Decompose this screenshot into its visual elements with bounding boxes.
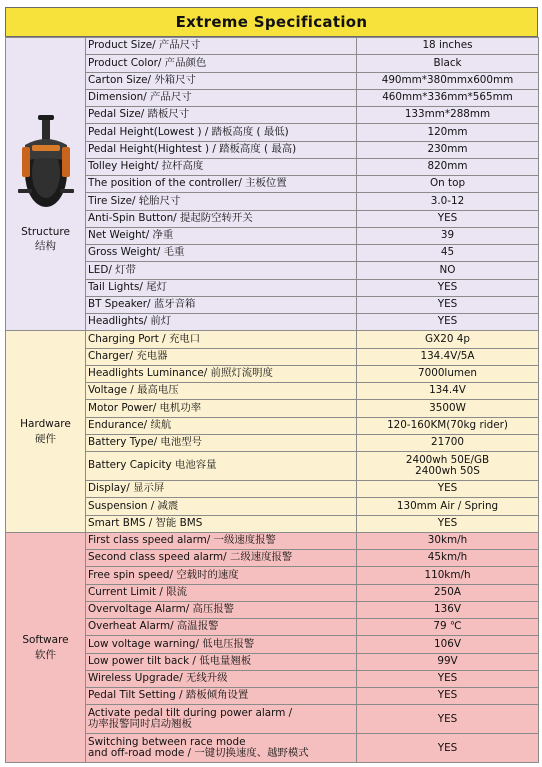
spec-value: YES bbox=[357, 314, 539, 331]
spec-value: 460mm*336mm*565mm bbox=[357, 89, 539, 106]
spec-value: 110km/h bbox=[357, 567, 539, 584]
spec-value: 136V bbox=[357, 601, 539, 618]
spec-value: 134.4V bbox=[357, 383, 539, 400]
spec-value: YES bbox=[357, 515, 539, 532]
spec-value: YES bbox=[357, 670, 539, 687]
spec-table bbox=[5, 37, 539, 763]
spec-value: 30km/h bbox=[357, 532, 539, 549]
spec-label: Headlights/ 前灯 bbox=[86, 314, 357, 331]
spec-row bbox=[6, 193, 539, 210]
spec-label: Gross Weight/ 毛重 bbox=[86, 245, 357, 262]
spec-value: 79 ℃ bbox=[357, 619, 539, 636]
spec-label: Second class speed alarm/ 二级速度报警 bbox=[86, 550, 357, 567]
spec-label: Overvoltage Alarm/ 高压报警 bbox=[86, 601, 357, 618]
spec-label: Headlights Luminance/ 前照灯流明度 bbox=[86, 365, 357, 382]
spec-row bbox=[6, 619, 539, 636]
spec-row bbox=[6, 383, 539, 400]
spec-row bbox=[6, 705, 539, 734]
spec-label: Overheat Alarm/ 高温报警 bbox=[86, 619, 357, 636]
spec-value: GX20 4p bbox=[357, 331, 539, 348]
spec-row bbox=[6, 279, 539, 296]
spec-label: First class speed alarm/ 一级速度报警 bbox=[86, 532, 357, 549]
spec-label: Pedal Height(Lowest ) / 踏板高度 ( 最低) bbox=[86, 124, 357, 141]
spec-row bbox=[6, 601, 539, 618]
spec-row bbox=[6, 124, 539, 141]
spec-row bbox=[6, 400, 539, 417]
spec-label: Battery Capicity 电池容量 bbox=[86, 452, 357, 481]
spec-value: YES bbox=[357, 481, 539, 498]
spec-label: BT Speaker/ 蓝牙音箱 bbox=[86, 296, 357, 313]
spec-value bbox=[357, 452, 539, 481]
spec-row bbox=[6, 210, 539, 227]
software-category-cell bbox=[6, 532, 86, 763]
spec-row bbox=[6, 89, 539, 106]
spec-label: Product Color/ 产品颜色 bbox=[86, 55, 357, 72]
spec-value: YES bbox=[357, 705, 539, 734]
hardware-category-cell bbox=[6, 331, 86, 533]
spec-label: Anti-Spin Button/ 提起防空转开关 bbox=[86, 210, 357, 227]
spec-value-line: 2400wh 50S bbox=[415, 465, 480, 477]
spec-label: Free spin speed/ 空载时的速度 bbox=[86, 567, 357, 584]
spec-row bbox=[6, 515, 539, 532]
hardware-category-label-cn: 硬件 bbox=[35, 432, 56, 445]
spec-row bbox=[6, 158, 539, 175]
spec-value: 99V bbox=[357, 653, 539, 670]
spec-label: Pedal Size/ 踏板尺寸 bbox=[86, 107, 357, 124]
spec-row bbox=[6, 670, 539, 687]
spec-label: Display/ 显示屏 bbox=[86, 481, 357, 498]
spec-row bbox=[6, 141, 539, 158]
spec-label-line: Activate pedal tilt during power alarm / bbox=[88, 706, 293, 719]
software-category-label: Software bbox=[22, 634, 69, 647]
spec-row bbox=[6, 296, 539, 313]
spec-label: Wireless Upgrade/ 无线升级 bbox=[86, 670, 357, 687]
spec-row bbox=[6, 481, 539, 498]
spec-value: 3500W bbox=[357, 400, 539, 417]
spec-label: Low voltage warning/ 低电压报警 bbox=[86, 636, 357, 653]
spec-row bbox=[6, 348, 539, 365]
spec-label bbox=[86, 705, 357, 734]
structure-category-label: Structure bbox=[21, 225, 70, 238]
spec-label-line: and off-road mode / 一键切换速度、越野模式 bbox=[88, 747, 309, 760]
spec-label: The position of the controller/ 主板位置 bbox=[86, 176, 357, 193]
spec-row bbox=[6, 417, 539, 434]
spec-row bbox=[6, 314, 539, 331]
spec-label: Suspension / 减震 bbox=[86, 498, 357, 515]
spec-row bbox=[6, 636, 539, 653]
spec-label: Endurance/ 续航 bbox=[86, 417, 357, 434]
spec-label: Dimension/ 产品尺寸 bbox=[86, 89, 357, 106]
spec-value: 120-160KM(70kg rider) bbox=[357, 417, 539, 434]
spec-row bbox=[6, 434, 539, 451]
spec-label: Current Limit / 限流 bbox=[86, 584, 357, 601]
spec-row bbox=[6, 532, 539, 549]
spec-label: Smart BMS / 智能 BMS bbox=[86, 515, 357, 532]
spec-label: Motor Power/ 电机功率 bbox=[86, 400, 357, 417]
spec-label bbox=[86, 734, 357, 763]
hardware-category-label: Hardware bbox=[20, 418, 71, 431]
spec-value: 134.4V/5A bbox=[357, 348, 539, 365]
spec-label: Tail Lights/ 尾灯 bbox=[86, 279, 357, 296]
spec-label: Product Size/ 产品尺寸 bbox=[86, 38, 357, 55]
spec-label: Tolley Height/ 拉杆高度 bbox=[86, 158, 357, 175]
spec-row bbox=[6, 653, 539, 670]
spec-row bbox=[6, 365, 539, 382]
spec-row bbox=[6, 688, 539, 705]
sheet-title: Extreme Specification bbox=[5, 7, 538, 37]
spec-row bbox=[6, 245, 539, 262]
spec-row bbox=[6, 452, 539, 481]
spec-label: Net Weight/ 净重 bbox=[86, 227, 357, 244]
spec-value: YES bbox=[357, 279, 539, 296]
spec-value: 45km/h bbox=[357, 550, 539, 567]
spec-label: Carton Size/ 外箱尺寸 bbox=[86, 72, 357, 89]
spec-row bbox=[6, 176, 539, 193]
spec-label: Tire Size/ 轮胎尺寸 bbox=[86, 193, 357, 210]
spec-value: 21700 bbox=[357, 434, 539, 451]
spec-label: LED/ 灯带 bbox=[86, 262, 357, 279]
spec-row bbox=[6, 72, 539, 89]
spec-label: Low power tilt back / 低电量翘板 bbox=[86, 653, 357, 670]
spec-row bbox=[6, 567, 539, 584]
spec-row bbox=[6, 498, 539, 515]
spec-value: 230mm bbox=[357, 141, 539, 158]
spec-value: YES bbox=[357, 734, 539, 763]
spec-label-line: 功率报警同时启动翘板 bbox=[88, 718, 192, 731]
spec-label: Charging Port / 充电口 bbox=[86, 331, 357, 348]
spec-value: 18 inches bbox=[357, 38, 539, 55]
spec-value: 490mm*380mmx600mm bbox=[357, 72, 539, 89]
spec-value: 250A bbox=[357, 584, 539, 601]
unicycle-image bbox=[16, 115, 76, 211]
spec-value: 106V bbox=[357, 636, 539, 653]
spec-row bbox=[6, 38, 539, 55]
structure-category-cell bbox=[6, 38, 86, 331]
spec-value: 120mm bbox=[357, 124, 539, 141]
spec-value: 39 bbox=[357, 227, 539, 244]
structure-category-label-cn: 结构 bbox=[35, 240, 56, 253]
spec-value: YES bbox=[357, 296, 539, 313]
spec-label-line: Switching between race mode bbox=[88, 735, 246, 748]
spec-label: Charger/ 充电器 bbox=[86, 348, 357, 365]
spec-value: 130mm Air / Spring bbox=[357, 498, 539, 515]
spec-label: Pedal Height(Hightest ) / 踏板高度 ( 最高) bbox=[86, 141, 357, 158]
spec-row bbox=[6, 331, 539, 348]
spec-value-line: 2400wh 50E/GB bbox=[405, 453, 490, 466]
spec-label: Battery Type/ 电池型号 bbox=[86, 434, 357, 451]
spec-row bbox=[6, 107, 539, 124]
spec-value: 133mm*288mm bbox=[357, 107, 539, 124]
spec-row bbox=[6, 55, 539, 72]
spec-value: On top bbox=[357, 176, 539, 193]
spec-value: 7000lumen bbox=[357, 365, 539, 382]
spec-label: Pedal Tilt Setting / 踏板倾角设置 bbox=[86, 688, 357, 705]
spec-label: Voltage / 最高电压 bbox=[86, 383, 357, 400]
software-category-label-cn: 软件 bbox=[35, 648, 56, 661]
spec-sheet bbox=[5, 7, 538, 763]
spec-value: YES bbox=[357, 210, 539, 227]
spec-value: NO bbox=[357, 262, 539, 279]
spec-value: 820mm bbox=[357, 158, 539, 175]
spec-value: Black bbox=[357, 55, 539, 72]
spec-row bbox=[6, 584, 539, 601]
spec-row bbox=[6, 550, 539, 567]
spec-value: 3.0-12 bbox=[357, 193, 539, 210]
spec-row bbox=[6, 734, 539, 763]
spec-value: 45 bbox=[357, 245, 539, 262]
spec-row bbox=[6, 227, 539, 244]
spec-value: YES bbox=[357, 688, 539, 705]
spec-row bbox=[6, 262, 539, 279]
